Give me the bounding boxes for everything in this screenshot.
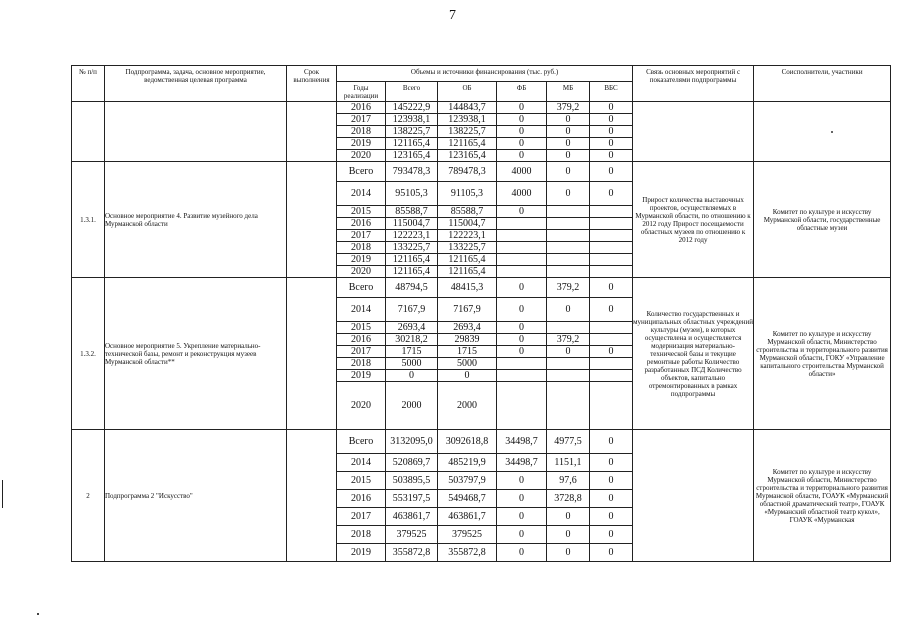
ob-cell: 115004,7 [438,218,497,230]
vbs-cell: 0 [590,508,633,526]
ob-cell: 549468,7 [438,490,497,508]
term-cell [287,102,337,162]
fb-cell [497,382,547,430]
vbs-cell: 0 [590,544,633,562]
vbs-cell: 0 [590,182,633,206]
vbs-cell: 0 [590,472,633,490]
mb-cell: 379,2 [547,334,590,346]
year-cell: 2015 [337,472,386,490]
total-cell: 1715 [386,346,438,358]
page-number: 7 [449,8,456,23]
mb-cell: 0 [547,298,590,322]
mb-cell [547,370,590,382]
mb-cell: 3728,8 [547,490,590,508]
total-cell: 355872,8 [386,544,438,562]
total-cell: 138225,7 [386,126,438,138]
item-index: 1.3.1. [72,162,105,278]
mb-cell [547,358,590,370]
ob-cell: 138225,7 [438,126,497,138]
mb-cell [547,266,590,278]
fb-cell [497,218,547,230]
fb-cell: 0 [497,490,547,508]
ob-cell: 133225,7 [438,242,497,254]
total-cell: 503895,5 [386,472,438,490]
fb-cell: 0 [497,114,547,126]
term-cell [287,278,337,430]
vbs-cell: 0 [590,162,633,182]
year-cell: 2019 [337,254,386,266]
year-cell: 2018 [337,242,386,254]
total-cell: 121165,4 [386,266,438,278]
executors-text: Комитет по культуре и искусству Мурманской области, Министерство строительства и территориального развития Мурманской области, ГОКУ «Управление капитального строительства Мурманской области» [754,278,891,430]
vbs-cell [590,266,633,278]
vbs-cell [590,230,633,242]
funding-table [71,65,891,562]
vbs-cell: 0 [590,126,633,138]
fb-cell: 0 [497,138,547,150]
table-row [72,430,891,454]
ob-cell: 121165,4 [438,266,497,278]
total-cell: 2000 [386,382,438,430]
fb-cell: 0 [497,526,547,544]
mb-cell: 0 [547,544,590,562]
year-cell: 2018 [337,126,386,138]
ob-cell: 5000 [438,358,497,370]
fb-cell: 0 [497,334,547,346]
ob-cell: 3092618,8 [438,430,497,454]
link-text: Прирост количества выставочных проектов, осуществляемых в Мурманской области, по отношению к 2012 году Прирост посещаемости областных музеев по отношению к 2012 году [633,162,754,278]
vbs-cell: 0 [590,278,633,298]
vbs-cell: 0 [590,490,633,508]
total-cell: 121165,4 [386,138,438,150]
ob-cell: 355872,8 [438,544,497,562]
header-fb: ФБ [497,82,547,102]
ob-cell: 0 [438,370,497,382]
item-name: Основное мероприятие 5. Укрепление материально-технической базы, ремонт и реконструкция музеев Мурманской области** [105,278,287,430]
year-cell: 2014 [337,182,386,206]
vbs-cell: 0 [590,526,633,544]
ob-cell: 91105,3 [438,182,497,206]
fb-cell [497,370,547,382]
fb-cell: 0 [497,298,547,322]
header-link: Связь основных мероприятий с показателями подпрограммы [633,66,754,102]
ob-cell: 85588,7 [438,206,497,218]
term-cell [287,430,337,562]
vbs-cell [590,218,633,230]
fb-cell: 0 [497,472,547,490]
executors-text: Комитет по культуре и искусству Мурманской области, государственные областные музеи [754,162,891,278]
vbs-cell [590,242,633,254]
executors-cell [754,102,891,162]
header-vbs: ВБС [590,82,633,102]
total-cell: 463861,7 [386,508,438,526]
link-text: Количество государственных и муниципальных областных учреждений культуры (музеи), в которых осуществлена и осуществляется модернизация материально-технической базы и текущие ремонтные работы Количество разработанных ПСД Количество объектов, капитально отремонтированных в рамках подпрограммы [633,278,754,430]
vbs-cell [590,370,633,382]
header-mb: МБ [547,82,590,102]
ob-cell: 2000 [438,382,497,430]
year-cell: 2020 [337,382,386,430]
vbs-cell [590,254,633,266]
fb-cell: 34498,7 [497,430,547,454]
total-cell: 145222,9 [386,102,438,114]
vbs-cell [590,322,633,334]
total-cell: 553197,5 [386,490,438,508]
mb-cell: 379,2 [547,278,590,298]
mb-cell: 0 [547,114,590,126]
ob-cell: 1715 [438,346,497,358]
year-cell: 2015 [337,322,386,334]
header-executors: Соисполнители, участники [754,66,891,102]
year-cell: 2016 [337,102,386,114]
fb-cell: 4000 [497,162,547,182]
total-cell: 520869,7 [386,454,438,472]
fb-cell: 0 [497,126,547,138]
table-row [72,278,891,298]
year-cell: Всего [337,162,386,182]
fb-cell: 0 [497,278,547,298]
year-cell: 2017 [337,230,386,242]
total-cell: 0 [386,370,438,382]
total-cell: 133225,7 [386,242,438,254]
year-cell: 2020 [337,266,386,278]
link-cell [633,102,754,162]
ob-cell: 122223,1 [438,230,497,242]
year-cell: 2018 [337,358,386,370]
ob-cell: 121165,4 [438,254,497,266]
ob-cell: 123938,1 [438,114,497,126]
header-term: Срок выполнения [287,66,337,102]
total-cell: 5000 [386,358,438,370]
ob-cell: 485219,9 [438,454,497,472]
fb-cell: 34498,7 [497,454,547,472]
mb-cell: 0 [547,126,590,138]
year-cell: 2014 [337,454,386,472]
ob-cell: 2693,4 [438,322,497,334]
ob-cell: 7167,9 [438,298,497,322]
table-row [72,102,891,114]
total-cell: 115004,7 [386,218,438,230]
scan-edge-mark [2,480,3,508]
total-cell: 122223,1 [386,230,438,242]
vbs-cell: 0 [590,150,633,162]
ob-cell: 29839 [438,334,497,346]
total-cell: 48794,5 [386,278,438,298]
vbs-cell [590,382,633,430]
fb-cell [497,242,547,254]
vbs-cell [590,334,633,346]
mb-cell: 0 [547,150,590,162]
mb-cell [547,382,590,430]
ob-cell: 123165,4 [438,150,497,162]
year-cell: Всего [337,278,386,298]
vbs-cell: 0 [590,430,633,454]
year-cell: Всего [337,430,386,454]
mb-cell: 0 [547,526,590,544]
fb-cell: 0 [497,150,547,162]
total-cell: 85588,7 [386,206,438,218]
year-cell: 2016 [337,490,386,508]
fb-cell: 0 [497,346,547,358]
total-cell: 7167,9 [386,298,438,322]
mb-cell [547,242,590,254]
ob-cell: 121165,4 [438,138,497,150]
total-cell: 3132095,0 [386,430,438,454]
item-index: 2 [72,430,105,562]
year-cell: 2018 [337,526,386,544]
link-cell [633,430,754,562]
header-name: Подпрограмма, задача, основное мероприятие, ведомственная целевая программа [105,66,287,102]
mb-cell: 0 [547,508,590,526]
ob-cell: 48415,3 [438,278,497,298]
vbs-cell: 0 [590,138,633,150]
fb-cell [497,266,547,278]
name-cell [105,102,287,162]
fb-cell: 0 [497,206,547,218]
total-cell: 379525 [386,526,438,544]
table-row [72,162,891,182]
year-cell: 2015 [337,206,386,218]
mb-cell: 0 [547,182,590,206]
total-cell: 123165,4 [386,150,438,162]
ob-cell: 789478,3 [438,162,497,182]
vbs-cell: 0 [590,298,633,322]
fb-cell: 0 [497,322,547,334]
year-cell: 2019 [337,138,386,150]
executors-text: Комитет по культуре и искусству Мурманской области, Министерство строительства и территориального развития Мурманской области, ГОАУК «Мурманский областной драматический театр», ГОАУК «Мурманский областной театр кукол», ГОАУК «Мурманская [754,430,891,562]
item-name: Основное мероприятие 4. Развитие музейного дела Мурманской области [105,162,287,278]
fb-cell: 0 [497,508,547,526]
ob-cell: 379525 [438,526,497,544]
year-cell: 2016 [337,218,386,230]
year-cell: 2019 [337,544,386,562]
header-funding: Объемы и источники финансирования (тыс. руб.) [337,66,633,82]
term-cell [287,162,337,278]
num-cell [72,102,105,162]
mb-cell: 4977,5 [547,430,590,454]
year-cell: 2016 [337,334,386,346]
vbs-cell: 0 [590,102,633,114]
mb-cell: 1151,1 [547,454,590,472]
ob-cell: 144843,7 [438,102,497,114]
total-cell: 121165,4 [386,254,438,266]
mb-cell [547,322,590,334]
ob-cell: 503797,9 [438,472,497,490]
mb-cell: 97,6 [547,472,590,490]
fb-cell [497,254,547,266]
mb-cell: 0 [547,346,590,358]
vbs-cell [590,206,633,218]
total-cell: 95105,3 [386,182,438,206]
year-cell: 2017 [337,508,386,526]
year-cell: 2017 [337,114,386,126]
mb-cell: 379,2 [547,102,590,114]
mb-cell: 0 [547,138,590,150]
fb-cell: 0 [497,544,547,562]
year-cell: 2020 [337,150,386,162]
fb-cell: 0 [497,102,547,114]
item-name: Подпрограмма 2 "Искусство" [105,430,287,562]
header-num: № п/п [72,66,105,102]
fb-cell: 4000 [497,182,547,206]
year-cell: 2019 [337,370,386,382]
total-cell: 793478,3 [386,162,438,182]
total-cell: 2693,4 [386,322,438,334]
year-cell: 2017 [337,346,386,358]
mb-cell [547,206,590,218]
year-cell: 2014 [337,298,386,322]
header-total: Всего [386,82,438,102]
ob-cell: 463861,7 [438,508,497,526]
mb-cell [547,254,590,266]
vbs-cell [590,358,633,370]
vbs-cell: 0 [590,346,633,358]
mb-cell [547,230,590,242]
header-ob: ОБ [438,82,497,102]
fb-cell [497,358,547,370]
scan-speck [37,613,39,615]
total-cell: 30218,2 [386,334,438,346]
mb-cell [547,218,590,230]
vbs-cell: 0 [590,114,633,126]
item-index: 1.3.2. [72,278,105,430]
vbs-cell: 0 [590,454,633,472]
header-years: Годы реализации [337,82,386,102]
total-cell: 123938,1 [386,114,438,126]
mb-cell: 0 [547,162,590,182]
fb-cell [497,230,547,242]
